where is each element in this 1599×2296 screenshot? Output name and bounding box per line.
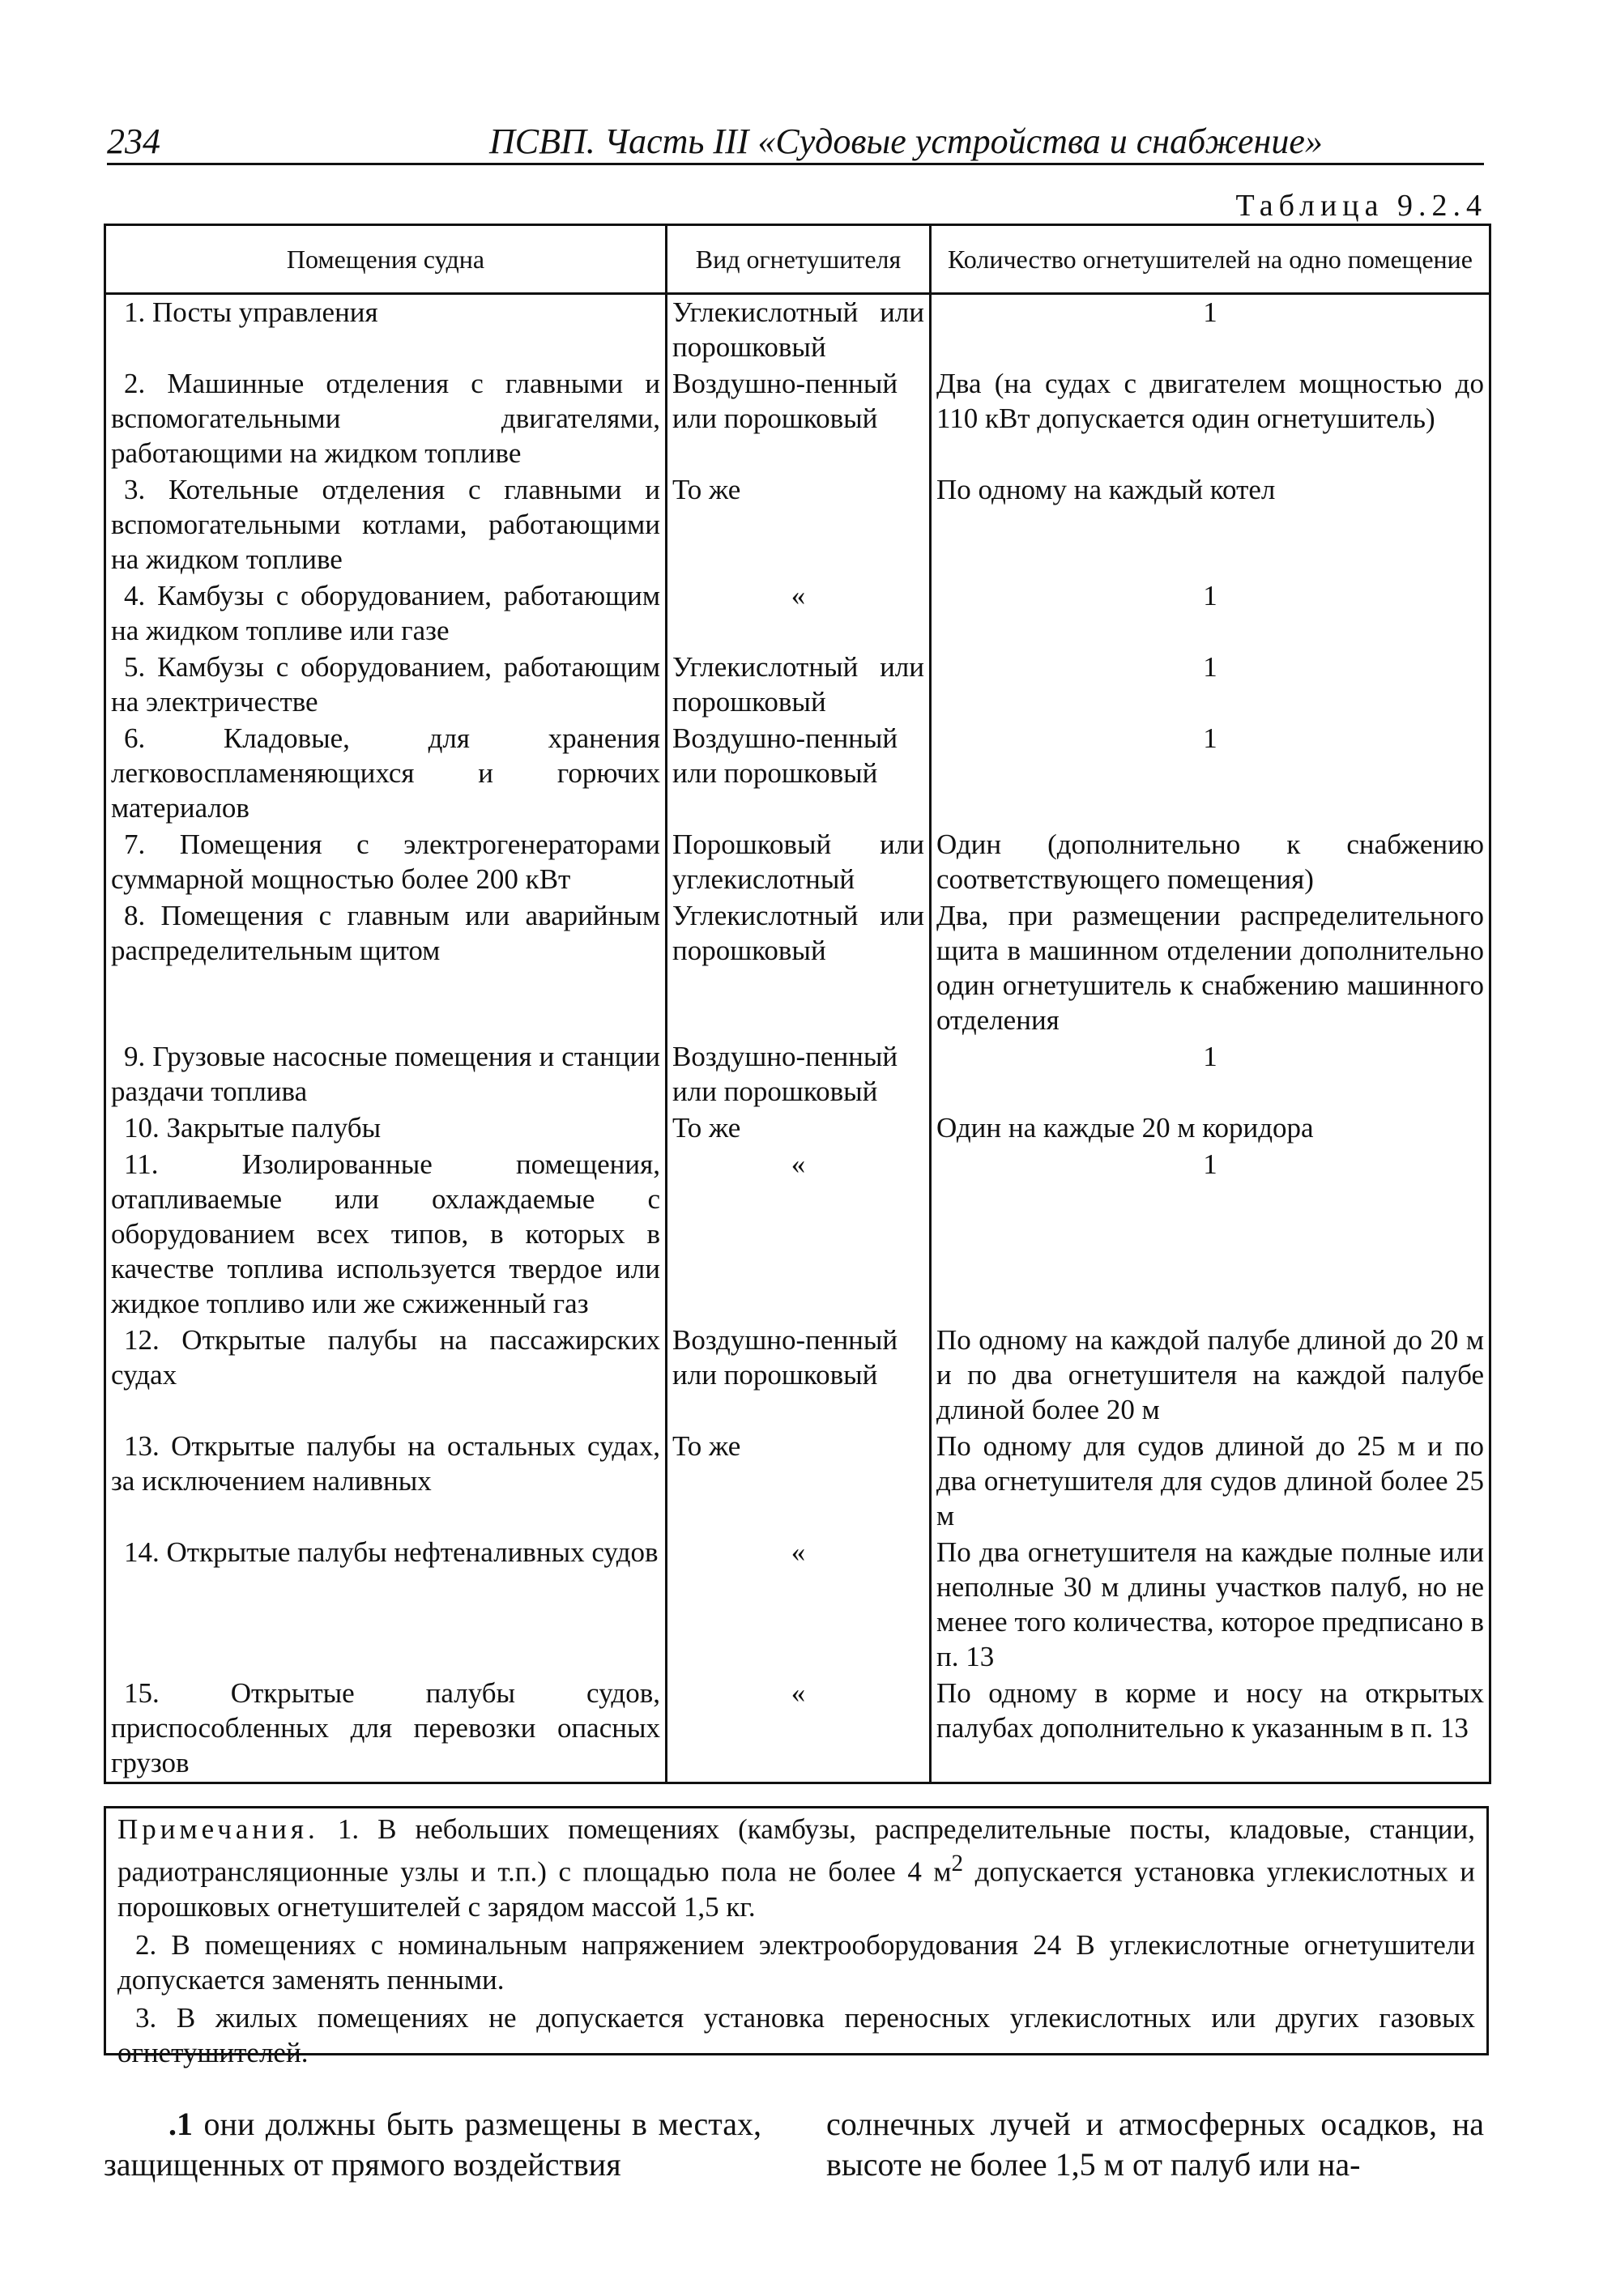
type-cell: Воздушно-пенный или порошковый [667,366,931,472]
type-cell: Углекислотный или порошковый [667,294,931,367]
type-cell: Воздушно-пенный или порошковый [667,1039,931,1110]
type-cell: Воздушно-пенный или порошковый [667,1323,931,1429]
table-row [105,1110,1490,1147]
type-cell: Углекислотный или порошковый [667,650,931,721]
note-3: 3. В жилых помещениях не допускается установка переносных углекислотных или других газовых огнетушителей. [117,2001,1475,2068]
body-text-right: солнечных лучей и атмосферных осадков, на высоте не более 1,5 м от палуб или на- [826,2106,1484,2183]
room-cell: 9. Грузовые насосные помещения и станции раздачи топлива [105,1039,667,1110]
count-cell: 1 [931,294,1490,367]
table-row [105,1323,1490,1429]
column-header-count: Количество огнетушителей на одно помещение [931,225,1490,294]
notes-title: Примечания. [117,1813,319,1845]
extinguisher-table [104,224,1491,1784]
count-cell: Два (на судах с двигателем мощностью до 110 кВт допускается один огнетушитель) [931,366,1490,472]
body-column-right [826,2104,1484,2185]
room-cell: 2. Машинные отделения с главными и вспомогательными двигателями, работающими на жидком топливе [105,366,667,472]
type-cell: То же [667,472,931,578]
room-cell: 1. Посты управления [105,294,667,367]
column-header-type: Вид огнетушителя [667,225,931,294]
room-cell: 3. Котельные отделения с главными и вспомогательными котлами, работающими на жидком топливе [105,472,667,578]
room-cell: 11. Изолированные помещения, отапливаемые или охлаждаемые с оборудованием всех типов, в которых в качестве топлива используется твердое или жидкое топливо или же сжиженный газ [105,1147,667,1323]
room-cell: 13. Открытые палубы на остальных судах, за исключением наливных [105,1429,667,1535]
table-row [105,1147,1490,1323]
count-cell: По одному в корме и носу на открытых палубах дополнительно к указанным в п. 13 [931,1676,1490,1783]
room-cell: 8. Помещения с главным или аварийным распределительным щитом [105,898,667,1039]
count-cell: Один (дополнительно к снабжению соответствующего помещения) [931,827,1490,898]
type-cell: « [667,578,931,650]
count-cell: Один на каждые 20 м коридора [931,1110,1490,1147]
type-cell: Углекислотный или порошковый [667,898,931,1039]
room-cell: 7. Помещения с электрогенераторами суммарной мощностью более 200 кВт [105,827,667,898]
table-label: Таблица 9.2.4 [1235,189,1487,223]
table-row [105,366,1490,472]
table-row [105,1535,1490,1676]
type-cell: « [667,1676,931,1783]
note-1-superscript: 2 [951,1851,964,1876]
table-row [105,827,1490,898]
note-1 [117,1812,1475,1924]
running-title: ПСВП. Часть III «Судовые устройства и снабжение» [489,121,1323,161]
table-row [105,1676,1490,1783]
note-2: 2. В помещениях с номинальным напряжением электрооборудования 24 В углекислотные огнетушители допускается заменять пенными. [117,1928,1475,1996]
count-cell: 1 [931,1039,1490,1110]
room-cell: 12. Открытые палубы на пассажирских судах [105,1323,667,1429]
table-row [105,578,1490,650]
table-row [105,1429,1490,1535]
body-paragraph-left [104,2104,761,2185]
room-cell: 15. Открытые палубы судов, приспособленных для перевозки опасных грузов [105,1676,667,1783]
room-cell: 10. Закрытые палубы [105,1110,667,1147]
column-header-rooms: Помещения судна [105,225,667,294]
count-cell: 1 [931,650,1490,721]
room-cell: 14. Открытые палубы нефтеналивных судов [105,1535,667,1676]
type-cell: То же [667,1110,931,1147]
table-row [105,472,1490,578]
count-cell: По одному на каждой палубе длиной до 20 м и по два огнетушителя на каждой палубе длиной более 20 м [931,1323,1490,1429]
count-cell: 1 [931,578,1490,650]
count-cell: По два огнетушителя на каждые полные или неполные 30 м длины участков палуб, но не менее того количества, которое предписано в п. 13 [931,1535,1490,1676]
note-1-text: 1. В небольших помещениях (камбузы, распределительные посты, кладовые, станции, радиотрансляционные узлы и т.п.) с площадью пола не более 4 м [117,1813,1475,1888]
page-number: 234 [107,121,160,161]
table-row [105,721,1490,827]
table-row [105,1039,1490,1110]
body-column-left [104,2104,761,2185]
count-cell: 1 [931,1147,1490,1323]
table-row [105,294,1490,367]
table-notes [104,1806,1489,2068]
count-cell: По одному на каждый котел [931,472,1490,578]
room-cell: 5. Камбузы с оборудованием, работающим на электричестве [105,650,667,721]
room-cell: 4. Камбузы с оборудованием, работающим на жидком топливе или газе [105,578,667,650]
type-cell: « [667,1535,931,1676]
type-cell: Порошковый или углекислотный [667,827,931,898]
note-1-text-end: допускается установка углекислотных и порошковых огнетушителей с зарядом массой 1,5 кг. [117,1855,1475,1923]
count-cell: 1 [931,721,1490,827]
page-header [107,117,1484,165]
body-text-left: они должны быть размещены в местах, защищенных от прямого воздействия [104,2106,761,2183]
table-header-row [105,225,1490,294]
table-row [105,898,1490,1039]
count-cell: По одному для судов длиной до 25 м и по два огнетушителя для судов длиной более 25 м [931,1429,1490,1535]
type-cell: « [667,1147,931,1323]
count-cell: Два, при размещении распределительного щита в машинном отделении дополнительно один огнетушитель к снабжению машинного отделения [931,898,1490,1039]
type-cell: Воздушно-пенный или порошковый [667,721,931,827]
table-row [105,650,1490,721]
type-cell: То же [667,1429,931,1535]
room-cell: 6. Кладовые, для хранения легковоспламеняющихся и горючих материалов [105,721,667,827]
item-number: .1 [168,2106,193,2142]
